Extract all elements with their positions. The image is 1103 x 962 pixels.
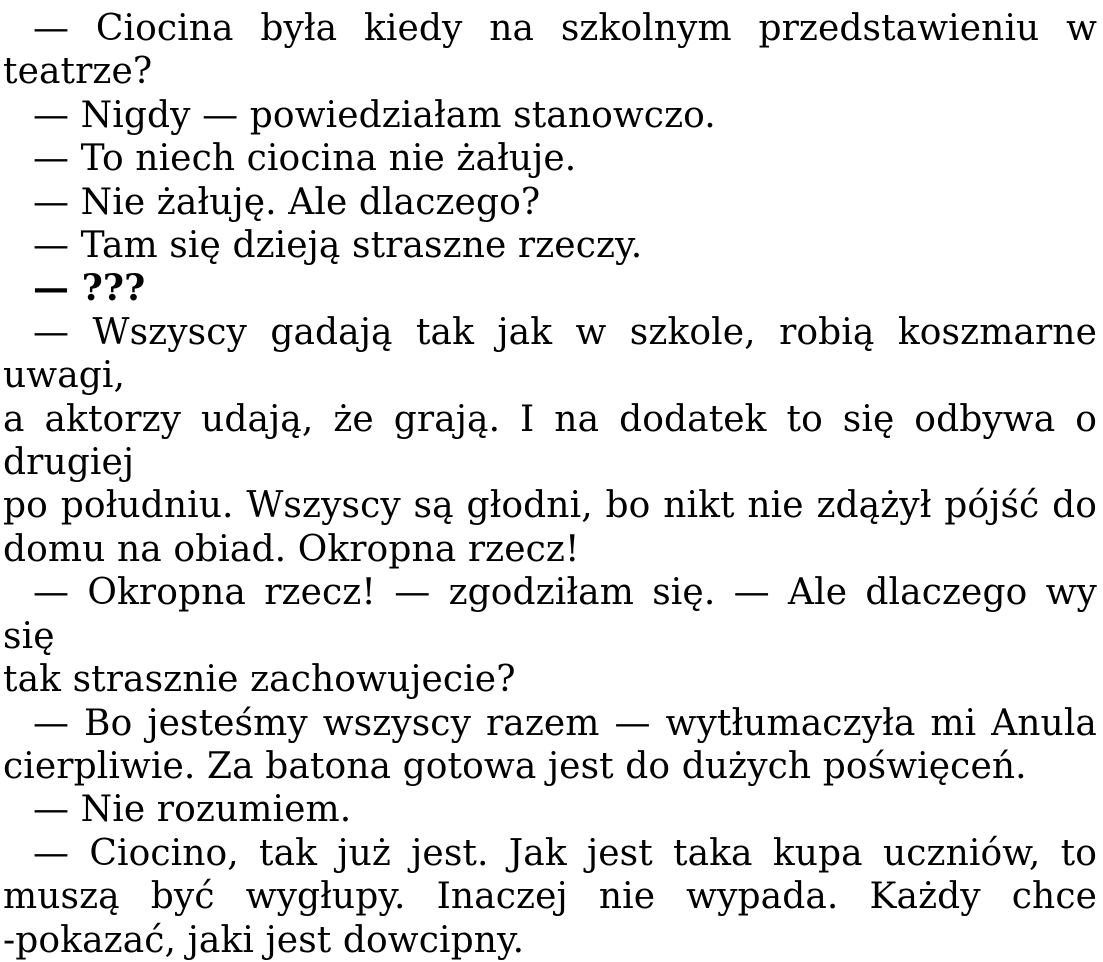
text-line: a aktorzy udają, że grają. I na dodatek to się odbywa o drugiej xyxy=(3,398,1097,484)
text-block xyxy=(3,7,1097,962)
text-line: — Bo jesteśmy wszyscy razem — wytłumaczyła mi Anula xyxy=(33,702,1097,744)
text-line: — ??? xyxy=(33,267,146,310)
text-line: — Okropna rzecz! — zgodziłam się. — Ale dlaczego wy się xyxy=(3,572,1097,657)
text-line: cierpliwie. Za batona gotowa jest do dużych poświęceń. xyxy=(3,745,1027,787)
text-line: domu na obiad. Okropna rzecz! xyxy=(3,528,580,570)
text-line: tak strasznie zachowujecie? xyxy=(3,659,516,701)
text-line: -pokazać, jaki jest dowcipny. xyxy=(3,919,525,961)
text-line: — Tam się dzieją straszne rzeczy. xyxy=(33,225,643,267)
text-line: teatrze? xyxy=(3,51,153,93)
text-line: — Ciocino, tak już jest. Jak jest taka kupa uczniów, to xyxy=(33,832,1097,874)
text-line: — Nie rozumiem. xyxy=(33,789,352,831)
text-line: — Ciocina była kiedy na szkolnym przedstawieniu w xyxy=(33,8,1097,49)
text-line: muszą być wygłupy. Inaczej nie wypada. Każdy chce xyxy=(3,876,1097,918)
text-line: po południu. Wszyscy są głodni, bo nikt nie zdążył pójść do xyxy=(3,485,1097,527)
text-line: — To niech ciocina nie żałuje. xyxy=(33,138,577,180)
text-line: — Nie żałuję. Ale dlaczego? xyxy=(33,181,541,223)
text-line: — Nigdy — powiedziałam stanowczo. xyxy=(33,94,716,136)
text-line: — Wszyscy gadają tak jak w szkole, robią koszmarne uwagi, xyxy=(3,311,1097,397)
